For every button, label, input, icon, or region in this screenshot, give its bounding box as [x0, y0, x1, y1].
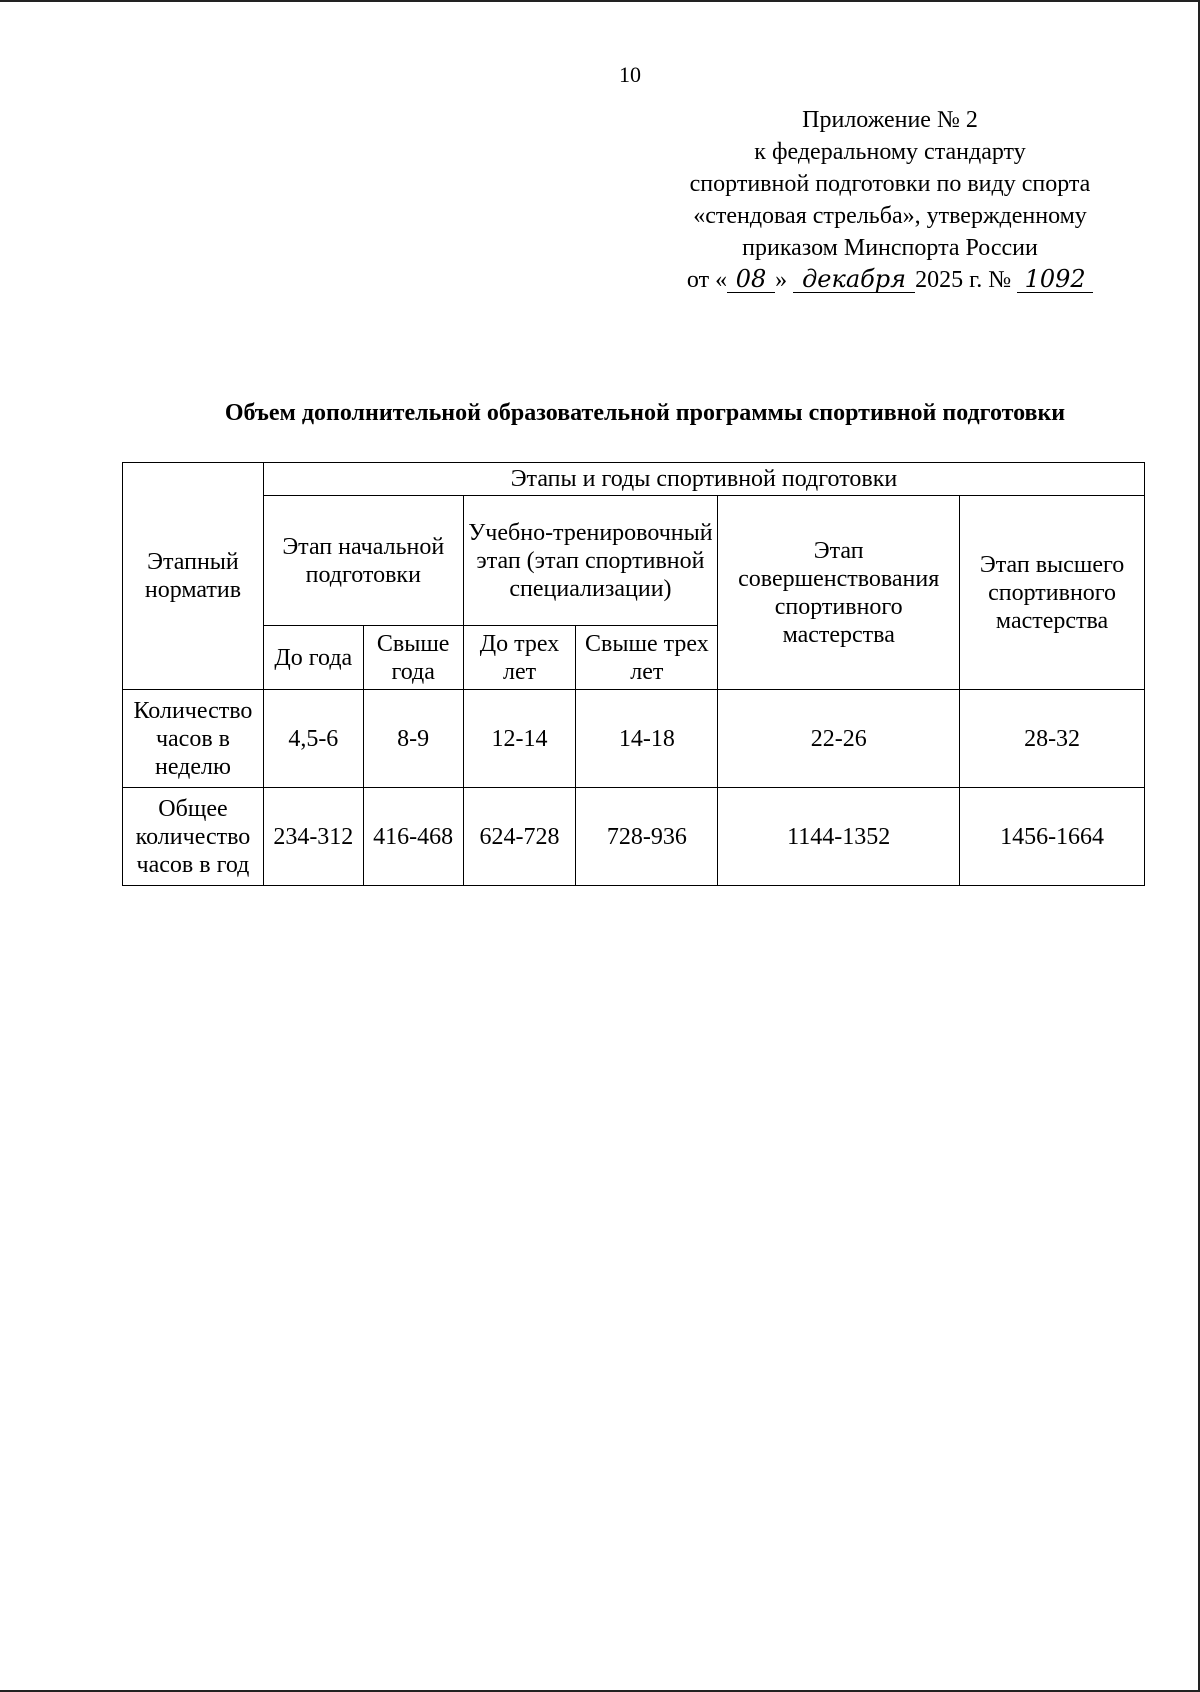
header-over-three-years: Свыше трех лет [576, 626, 718, 690]
table-cell: 1144-1352 [718, 788, 960, 886]
appendix-header [630, 104, 1150, 296]
appendix-line-5: приказом Минспорта России [742, 235, 1038, 261]
table-cell: 22-26 [718, 690, 960, 788]
header-stage-training: Учебно-тренировочный этап (этап спортивной специализации) [463, 496, 718, 626]
table-cell: 4,5-6 [263, 690, 363, 788]
table-cell: 1456-1664 [960, 788, 1145, 886]
handwritten-day: 08 [727, 266, 775, 293]
appendix-line-3: спортивной подготовки по виду спорта [689, 171, 1091, 197]
header-up-to-year: До года [263, 626, 363, 690]
table-cell: 624-728 [463, 788, 576, 886]
page-border-top [0, 0, 1200, 2]
table-cell: 234-312 [263, 788, 363, 886]
header-stage-highest: Этап высшего спортивного мастерства [960, 496, 1145, 690]
header-stage-improvement: Этап совершенствования спортивного мастерства [718, 496, 960, 690]
header-over-year: Свыше года [363, 626, 463, 690]
appendix-date-line [630, 264, 1150, 296]
row-label: Количество часов в неделю [123, 690, 264, 788]
date-mid: » [775, 267, 788, 293]
table-row [123, 690, 1145, 788]
row-label: Общее количество часов в год [123, 788, 264, 886]
appendix-line-1: Приложение № 2 [802, 107, 978, 133]
page-number: 10 [619, 62, 641, 87]
table-cell: 12-14 [463, 690, 576, 788]
header-up-to-three-years: До трех лет [463, 626, 576, 690]
header-norm: Этапный норматив [123, 463, 264, 690]
date-prefix: от « [686, 267, 728, 293]
appendix-line-4: «стендовая стрельба», утвержденному [693, 203, 1087, 229]
header-stages-group: Этапы и годы спортивной подготовки [263, 463, 1144, 496]
handwritten-month: декабря [793, 266, 915, 293]
header-stage-initial: Этап начальной подготовки [263, 496, 463, 626]
program-volume-table [122, 462, 1145, 886]
appendix-line-2: к федеральному стандарту [754, 139, 1026, 165]
handwritten-order-number: 1092 [1017, 266, 1093, 293]
document-title: Объем дополнительной образовательной программы спортивной подготовки [224, 400, 1066, 426]
table-cell: 28-32 [960, 690, 1145, 788]
date-year: 2025 г. № [915, 267, 1012, 293]
table-cell: 8-9 [363, 690, 463, 788]
table-cell: 728-936 [576, 788, 718, 886]
table-cell: 416-468 [363, 788, 463, 886]
table-cell: 14-18 [576, 690, 718, 788]
table-row [123, 788, 1145, 886]
